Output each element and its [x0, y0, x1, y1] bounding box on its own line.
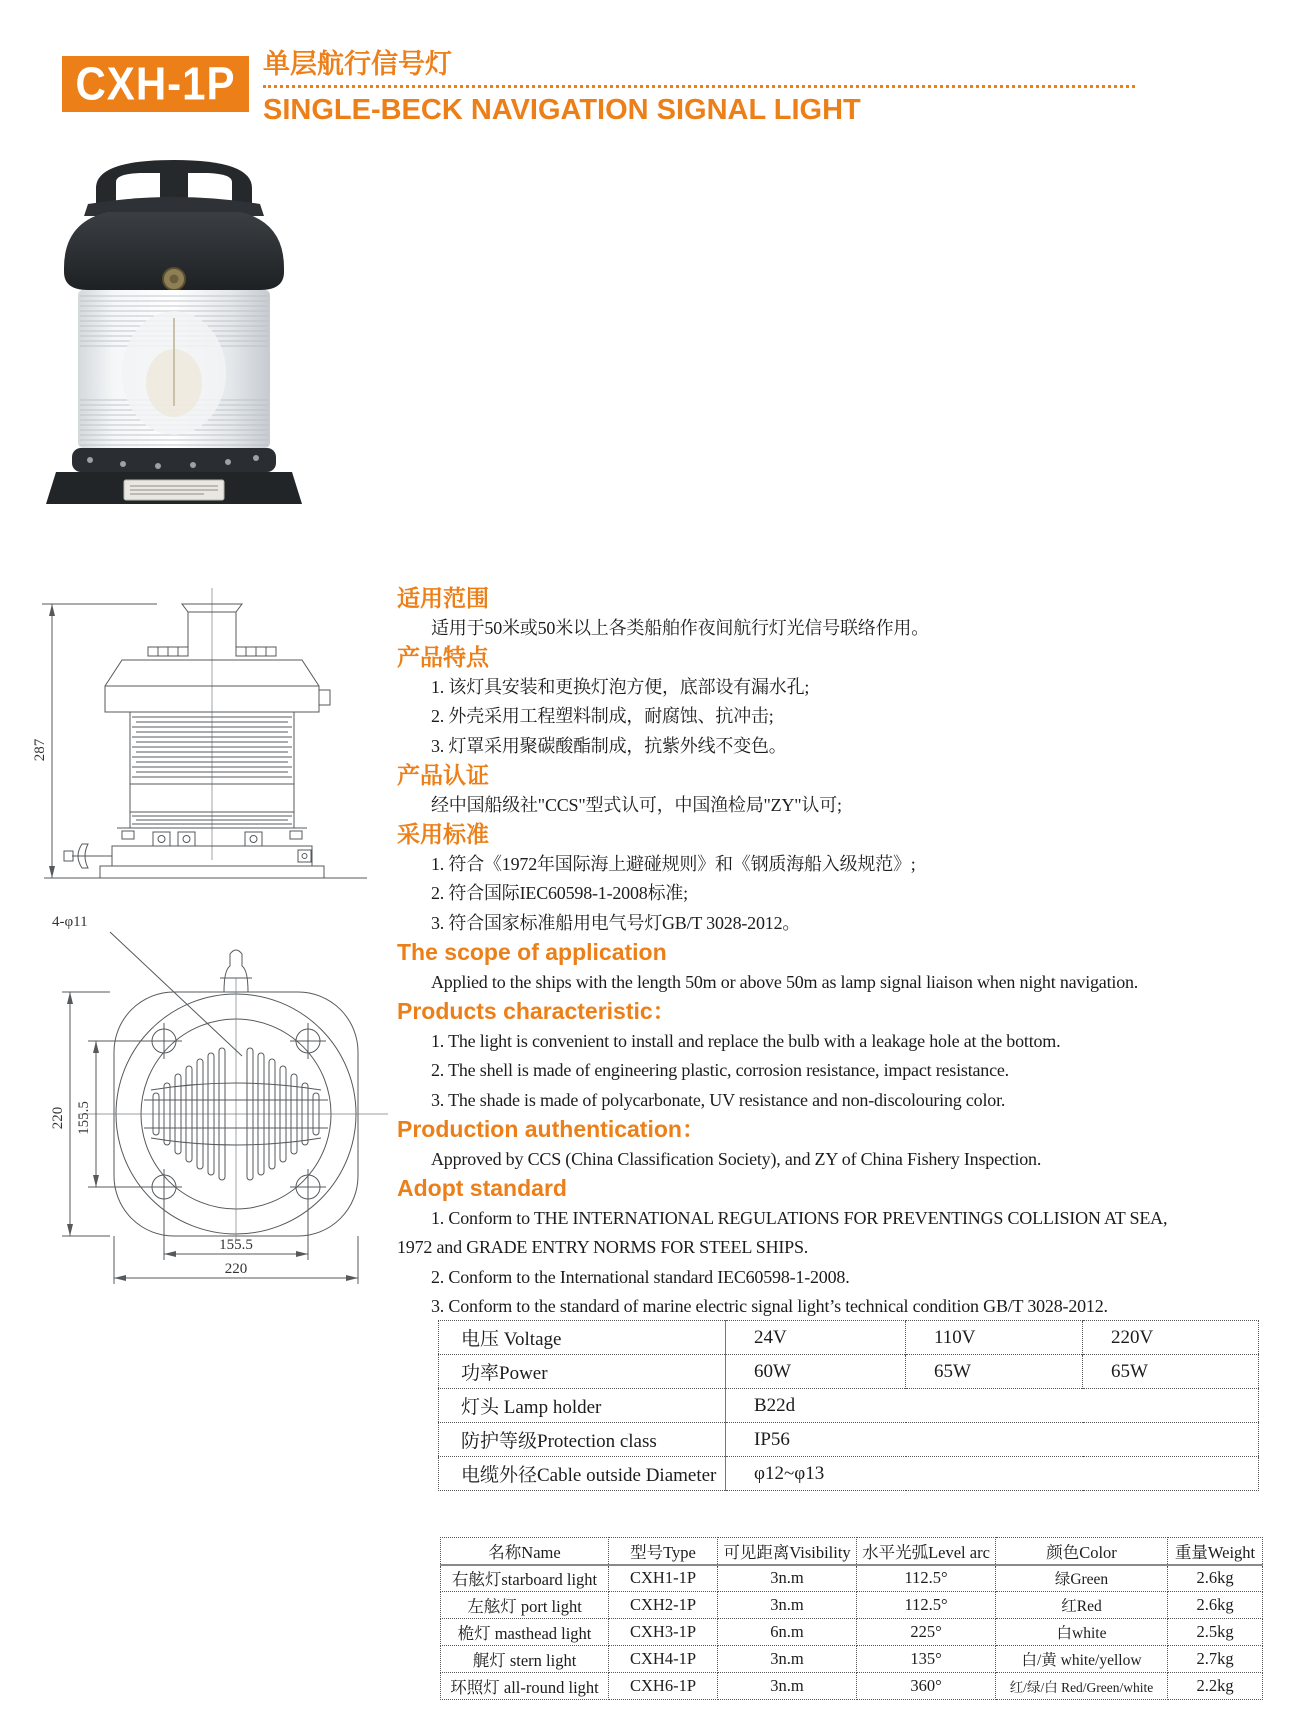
model-row — [441, 1646, 1263, 1673]
model-row — [441, 1673, 1263, 1700]
spec-label: 电缆外径Cable outside Diameter — [439, 1457, 726, 1491]
section-paragraph: 2. 外壳采用工程塑料制成，耐腐蚀、抗冲击; — [431, 706, 774, 726]
model-col-header: 水平光弧Level arc — [857, 1538, 996, 1565]
section-heading: The scope of application — [397, 939, 667, 965]
model-cell: 2.6kg — [1168, 1592, 1263, 1619]
model-cell: 3n.m — [718, 1592, 857, 1619]
model-cell: 112.5° — [857, 1592, 996, 1619]
section-paragraph: 1. The light is convenient to install and replace the bulb with a leakage hole at the bottom. — [431, 1030, 1061, 1051]
top-view-inner-horizontal-dim: 155.5 — [219, 1237, 253, 1253]
section-heading: 适用范围 — [397, 585, 489, 611]
spec-value: 65W — [906, 1355, 1083, 1389]
model-cell: 红Red — [996, 1592, 1168, 1619]
dotted-divider — [263, 85, 1135, 88]
section-paragraph: Approved by CCS (China Classification Society), and ZY of China Fishery Inspection. — [431, 1148, 1042, 1169]
model-cell: 2.5kg — [1168, 1619, 1263, 1646]
section-paragraph: 1. Conform to THE INTERNATIONAL REGULATIONS FOR PREVENTINGS COLLISION AT SEA, 1972 and GRADE ENTRY NORMS FOR STEEL SHIPS. — [397, 1207, 1168, 1257]
model-cell: CXH4-1P — [609, 1646, 718, 1673]
model-cell: 绿Green — [996, 1565, 1168, 1592]
model-cell: 360° — [857, 1673, 996, 1700]
spec-row — [439, 1423, 1259, 1457]
product-photo — [28, 148, 320, 508]
spec-table — [438, 1320, 1259, 1491]
section-heading: Adopt standard — [397, 1175, 567, 1201]
title-chinese: 单层航行信号灯 — [263, 49, 452, 79]
model-cell: 2.2kg — [1168, 1673, 1263, 1700]
model-cell: 3n.m — [718, 1646, 857, 1673]
section-paragraph: 3. Conform to the standard of marine electric signal light’s technical condition GB/T 3028-2012. — [431, 1296, 1108, 1316]
model-badge — [62, 56, 249, 112]
spec-row — [439, 1457, 1259, 1491]
spec-value: 24V — [726, 1321, 906, 1355]
spec-value: 60W — [726, 1355, 906, 1389]
spec-row — [439, 1321, 1259, 1355]
spec-value: 220V — [1083, 1321, 1259, 1355]
model-cell: 225° — [857, 1619, 996, 1646]
model-row — [441, 1592, 1263, 1619]
model-cell: CXH6-1P — [609, 1673, 718, 1700]
spec-value: B22d — [726, 1389, 1259, 1423]
section-paragraph: 2. The shell is made of engineering plastic, corrosion resistance, impact resistance. — [431, 1060, 1009, 1080]
section-paragraph: 1. 符合《1972年国际海上避碰规则》和《钢质海船入级规范》; — [431, 853, 916, 874]
section-paragraph: Applied to the ships with the length 50m or above 50m as lamp signal liaison when night navigation. — [431, 971, 1139, 992]
spec-value: 65W — [1083, 1355, 1259, 1389]
section-heading: 产品特点 — [397, 644, 489, 670]
model-cell: 左舷灯 port light — [441, 1592, 609, 1619]
side-view-drawing — [22, 560, 387, 900]
model-cell: 6n.m — [718, 1619, 857, 1646]
model-row — [441, 1565, 1263, 1592]
model-cell: CXH2-1P — [609, 1592, 718, 1619]
spec-label: 功率Power — [439, 1355, 726, 1389]
model-cell: 112.5° — [857, 1565, 996, 1592]
spec-row — [439, 1355, 1259, 1389]
title-english: SINGLE-BECK NAVIGATION SIGNAL LIGHT — [263, 94, 861, 126]
model-col-header: 型号Type — [609, 1538, 718, 1565]
description-sections — [397, 584, 1197, 1322]
model-col-header: 可见距离Visibility — [718, 1538, 857, 1565]
model-col-header: 颜色Color — [996, 1538, 1168, 1565]
model-cell: CXH1-1P — [609, 1565, 718, 1592]
page-header — [263, 42, 1135, 127]
model-table — [440, 1537, 1263, 1700]
model-code: CXH-1P — [75, 57, 236, 110]
top-view-drawing — [18, 886, 390, 1290]
top-view-outer-vertical-dim: 220 — [50, 1106, 66, 1130]
section-paragraph: 1. 该灯具安装和更换灯泡方便，底部设有漏水孔; — [431, 676, 810, 697]
side-view-height-dim: 287 — [32, 738, 48, 762]
section-paragraph: 2. Conform to the International standard IEC60598-1-2008. — [431, 1266, 850, 1287]
section-paragraph: 2. 符合国际IEC60598-1-2008标准; — [431, 883, 688, 903]
section-heading: 采用标准 — [397, 821, 489, 847]
model-cell: 艉灯 stern light — [441, 1646, 609, 1673]
model-cell: 右舷灯starboard light — [441, 1565, 609, 1592]
spec-value: IP56 — [726, 1423, 1259, 1457]
model-cell: 135° — [857, 1646, 996, 1673]
model-col-header: 重量Weight — [1168, 1538, 1263, 1565]
section-paragraph: 3. 灯罩采用聚碳酸酯制成，抗紫外线不变色。 — [431, 735, 787, 756]
model-cell: 2.7kg — [1168, 1646, 1263, 1673]
model-cell: 环照灯 all-round light — [441, 1673, 609, 1700]
model-cell: 3n.m — [718, 1565, 857, 1592]
section-paragraph: 3. The shade is made of polycarbonate, UV resistance and non-discolouring color. — [431, 1089, 1006, 1110]
model-cell: 白/黄 white/yellow — [996, 1646, 1168, 1673]
spec-value: φ12~φ13 — [726, 1457, 1259, 1491]
model-cell: 红/绿/白 Red/Green/white — [996, 1673, 1168, 1700]
model-header-row — [441, 1538, 1263, 1565]
section-heading: Production authentication： — [397, 1116, 705, 1142]
model-cell: 桅灯 masthead light — [441, 1619, 609, 1646]
spec-row — [439, 1389, 1259, 1423]
model-cell: CXH3-1P — [609, 1619, 718, 1646]
model-cell: 白white — [996, 1619, 1168, 1646]
spec-label: 防护等级Protection class — [439, 1423, 726, 1457]
section-paragraph: 经中国船级社"CCS"型式认可，中国渔检局"ZY"认可; — [431, 794, 842, 815]
spec-value: 110V — [906, 1321, 1083, 1355]
spec-label: 灯头 Lamp holder — [439, 1389, 726, 1423]
model-cell: 2.6kg — [1168, 1565, 1263, 1592]
top-view-outer-horizontal-dim: 220 — [224, 1261, 248, 1277]
section-heading: Products characteristic： — [397, 998, 676, 1024]
model-cell: 3n.m — [718, 1673, 857, 1700]
section-paragraph: 3. 符合国家标准船用电气号灯GB/T 3028-2012。 — [431, 912, 801, 933]
section-heading: 产品认证 — [397, 762, 489, 788]
section-paragraph: 适用于50米或50米以上各类船舶作夜间航行灯光信号联络作用。 — [431, 617, 929, 638]
top-view-holes-dim: 4-φ11 — [52, 914, 88, 930]
top-view-inner-vertical-dim: 155.5 — [76, 1101, 92, 1135]
model-col-header: 名称Name — [441, 1538, 609, 1565]
spec-label: 电压 Voltage — [439, 1321, 726, 1355]
model-row — [441, 1619, 1263, 1646]
